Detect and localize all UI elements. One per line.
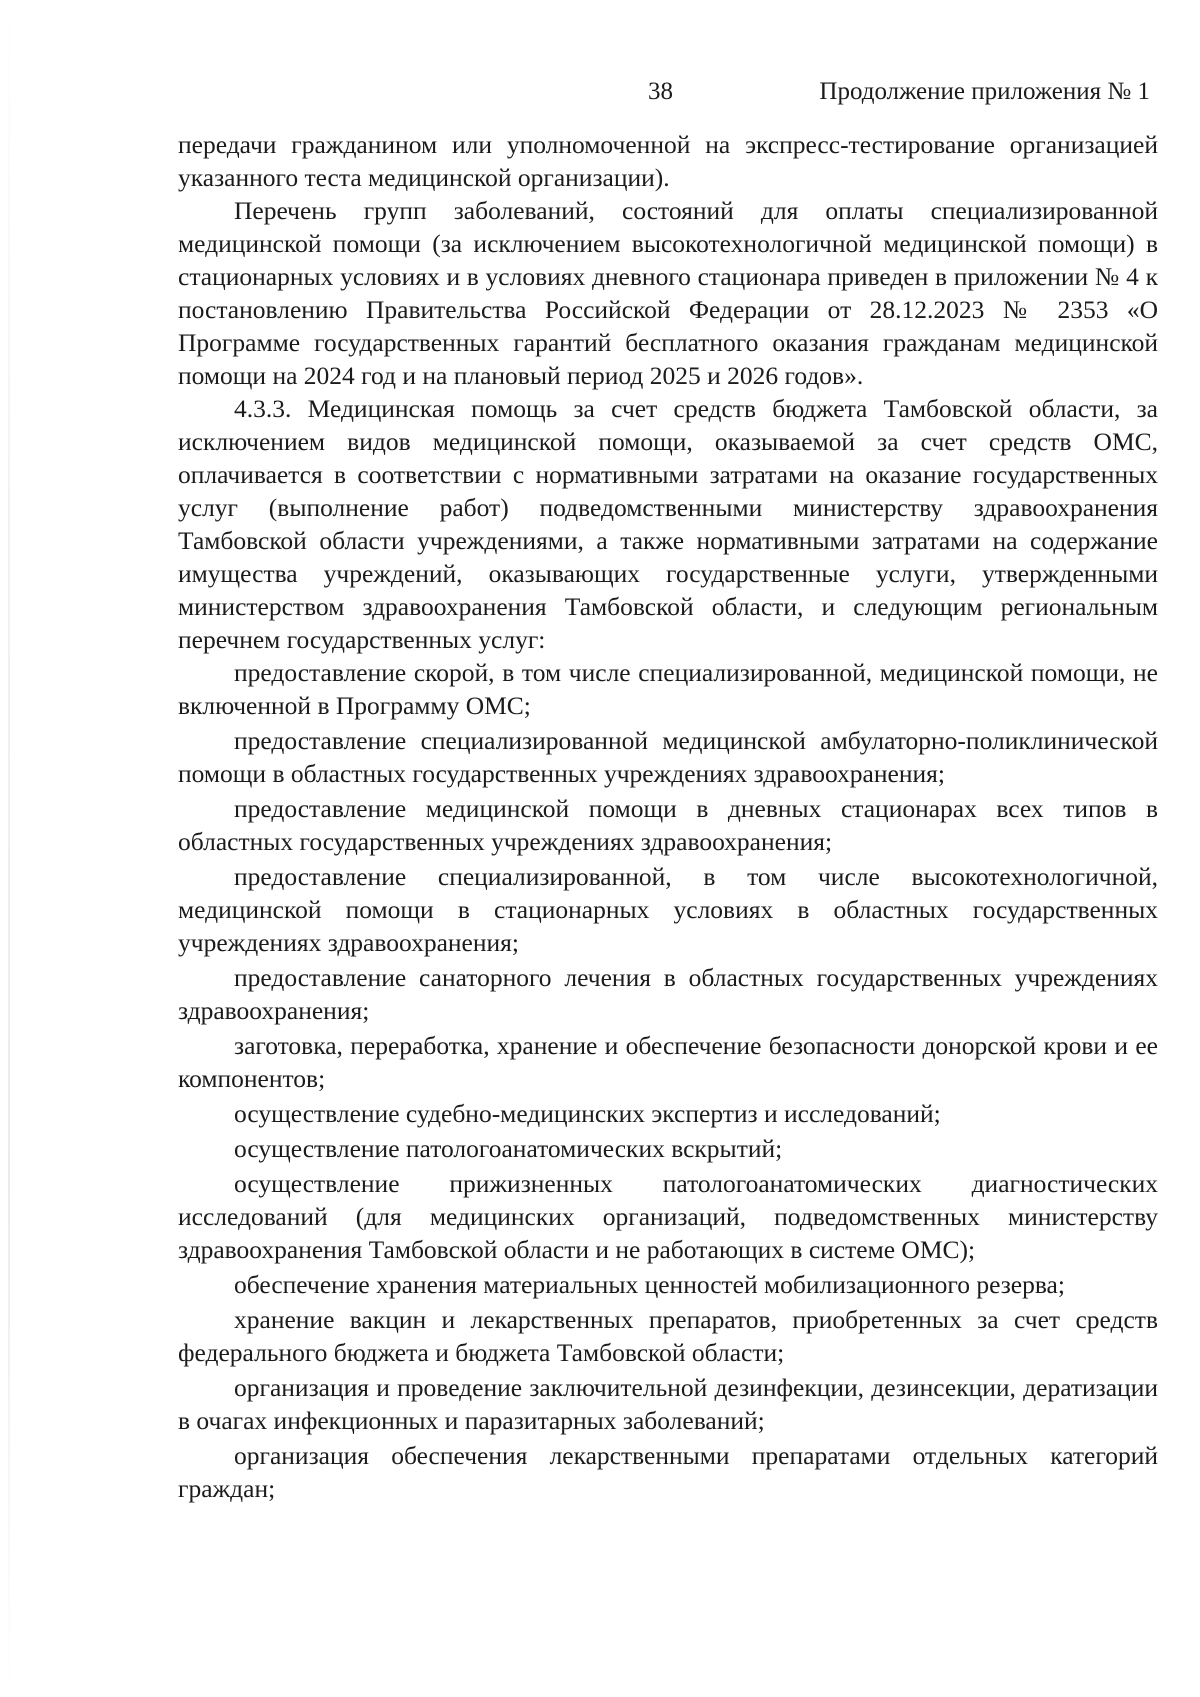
- paragraph-4-3-3: 4.3.3. Медицинская помощь за счет средств бюджета Тамбовской области, за исключением видов медицинской помощи, оказываемой за счет средств ОМС, оплачивается в соответствии с нормативными затратами на оказание государственных услуг (выполнение работ) подведомственными министерству здравоохранения Тамбовской области учреждениями, а также нормативными затратами на содержание имущества учреждений, оказывающих государственные услуги, утвержденными министерством здравоохранения Тамбовской области, и следующим региональным перечнем государственных услуг:: [178, 394, 1158, 654]
- paragraph-continuation: передачи гражданином или уполномоченной на экспресс-тестирование организацией указанного теста медицинской организации).: [178, 130, 1158, 192]
- list-item: осуществление прижизненных патологоанатомических диагностических исследований (для медицинских организаций, подведомственных министерству здравоохранения Тамбовской области и не работающих в системе ОМС);: [178, 1169, 1158, 1264]
- list-item: предоставление скорой, в том числе специализированной, медицинской помощи, не включенной в Программу ОМС;: [178, 658, 1158, 720]
- appendix-label: Продолжение приложения № 1: [819, 78, 1150, 105]
- list-item: осуществление патологоанатомических вскрытий;: [234, 1134, 783, 1163]
- list-item: обеспечение хранения материальных ценностей мобилизационного резерва;: [234, 1270, 1065, 1299]
- document-body: [178, 128, 1158, 1507]
- scan-edge-shadow: [8, 0, 10, 1697]
- paragraph-disease-groups: Перечень групп заболеваний, состояний для оплаты специализированной медицинской помощи (за исключением высокотехнологичной медицинской помощи) в стационарных условиях и в условиях дневного стационара приведен в приложении № 4 к постановлению Правительства Российской Федерации от 28.12.2023 № 2353 «О Программе государственных гарантий бесплатного оказания гражданам медицинской помощи на 2024 год и на плановый период 2025 и 2026 годов».: [178, 196, 1158, 390]
- page-header: [0, 72, 1200, 112]
- list-item: предоставление санаторного лечения в областных государственных учреждениях здравоохранения;: [178, 963, 1158, 1025]
- list-item: предоставление медицинской помощи в дневных стационарах всех типов в областных государственных учреждениях здравоохранения;: [178, 794, 1158, 856]
- list-item: предоставление специализированной, в том числе высокотехнологичной, медицинской помощи в стационарных условиях в областных государственных учреждениях здравоохранения;: [178, 862, 1158, 957]
- page-number: 38: [648, 78, 673, 105]
- list-item: заготовка, переработка, хранение и обеспечение безопасности донорской крови и ее компонентов;: [178, 1031, 1158, 1093]
- list-item: предоставление специализированной медицинской амбулаторно-поликлинической помощи в областных государственных учреждениях здравоохранения;: [178, 726, 1158, 788]
- list-item: организация обеспечения лекарственными препаратами отдельных категорий граждан;: [178, 1441, 1158, 1503]
- list-item: хранение вакцин и лекарственных препаратов, приобретенных за счет средств федерального бюджета и бюджета Тамбовской области;: [178, 1305, 1158, 1367]
- list-item: осуществление судебно-медицинских экспертиз и исследований;: [234, 1099, 941, 1128]
- list-item: организация и проведение заключительной дезинфекции, дезинсекции, дератизации в очагах инфекционных и паразитарных заболеваний;: [178, 1373, 1158, 1435]
